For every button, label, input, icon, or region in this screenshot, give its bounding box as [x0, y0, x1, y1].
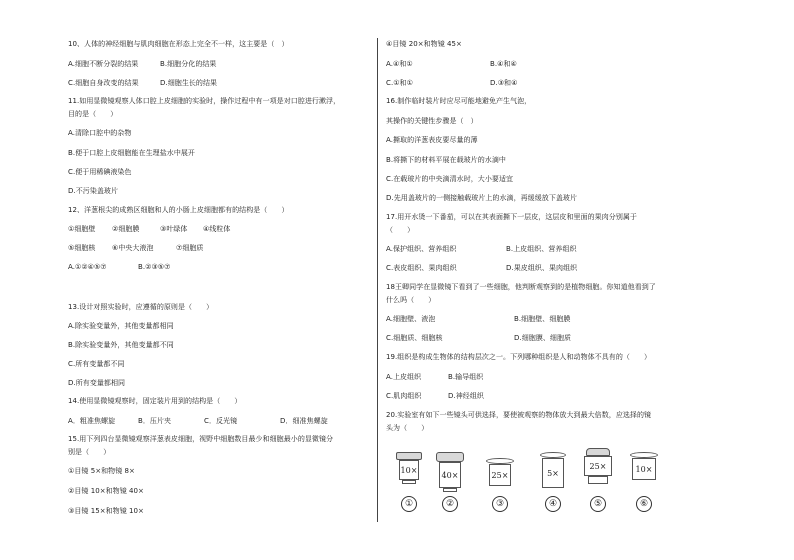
q12-choice-3: ③叶绿体: [160, 225, 188, 233]
q16-stem-line1: 16.制作临时装片时应尽可能地避免产生气泡，: [386, 97, 532, 105]
q15-option-a: A.④和①: [386, 60, 413, 68]
q11-stem-line1: 11.如用显微镜观察人体口腔上皮细胞的实验时，操作过程中有一项是对口腔进行漱浮，: [68, 97, 341, 105]
q13-option-d: D.所有变量都相同: [68, 379, 126, 387]
lens-1-cap: [396, 452, 422, 460]
q10-option-b: B.细胞分化的结果: [160, 60, 217, 68]
lens-6-number: ⑥: [636, 496, 652, 512]
q12-choice-1: ①细胞壁: [68, 225, 96, 233]
q19-option-b: B.输导组织: [448, 373, 484, 381]
column-divider: [377, 38, 378, 522]
q20-stem-line1: 20.实验室有如下一些镜头可供选择，要使被观察的物体放大到最大倍数，应选择的镜: [386, 411, 652, 419]
q10-option-a: A.细胞不断分裂的结果: [68, 60, 139, 68]
q16-option-b: B.将撕下的材料平展在载玻片的水滴中: [386, 156, 506, 164]
q17-stem-line1: 17.用开水烫一下番茄，可以在其表面撕下一层皮，这层皮和里面的果肉分别属于: [386, 213, 637, 221]
q18-option-d: D.细胞膜、细胞质: [514, 334, 572, 342]
q17-option-b: B.上皮组织、营养组织: [506, 245, 577, 253]
q14-option-d: D．细准焦螺旋: [280, 417, 328, 425]
lens-4: [540, 452, 566, 512]
q14-option-b: B．压片夹: [138, 417, 172, 425]
q12-choice-2: ②细胞膜: [112, 225, 140, 233]
q15-option-d: D.③和④: [490, 79, 518, 87]
lens-5-cap: [586, 448, 610, 456]
q10-stem: 10、人体的神经细胞与肌肉细胞在形态上完全不一样，这主要是（ ）: [68, 40, 289, 48]
q12-option-b: B.②③⑤⑦: [138, 263, 171, 271]
q17-stem-line2: （ ）: [386, 226, 415, 234]
q12-choice-4: ④线粒体: [203, 225, 231, 233]
q15-choice-1: ①目镜 5×和物镜 8×: [68, 467, 135, 475]
lens-1-label: 10×: [399, 460, 419, 480]
q11-stem-line2: 目的是（ ）: [68, 110, 118, 118]
q12-choice-5: ⑤细胞核: [68, 244, 96, 252]
lens-4-number: ④: [545, 496, 561, 512]
q10-option-c: C.细胞自身改变的结果: [68, 79, 139, 87]
q18-option-a: A.细胞壁、液泡: [386, 315, 436, 323]
lens-2-label: 40×: [439, 462, 461, 488]
q14-stem: 14.使用显微镜观察时，固定装片用到的结构是（ ）: [68, 397, 242, 405]
lens-2-cap: [436, 452, 464, 462]
q16-option-c: C.在载玻片的中央滴清水时，大小要适宜: [386, 175, 514, 183]
q15-stem-line2: 别是（ ）: [68, 448, 111, 456]
q20-stem-line2: 头为（ ）: [386, 424, 429, 432]
lens-1-number: ①: [401, 496, 417, 512]
q15-stem-line1: 15.用下列四台显微镜观察洋葱表皮细胞，视野中细胞数目最少和细胞最小的显微镜分: [68, 435, 334, 443]
q15-option-c: C.①和①: [386, 79, 413, 87]
lens-5-number: ⑤: [590, 496, 606, 512]
q12-choice-7: ⑦细胞质: [176, 244, 204, 252]
q16-option-a: A.撕取的洋葱表皮要尽量的薄: [386, 136, 478, 144]
q18-stem-line2: 什么吗（ ）: [386, 296, 436, 304]
q14-option-a: A．粗准焦螺旋: [68, 417, 116, 425]
q13-option-a: A.除实验变量外，其他变量都相同: [68, 322, 174, 330]
q18-stem-line1: 18王卿同学在显微镜下看到了一些细胞，他判断观察到的是植物细胞。你知道他看到了: [386, 283, 656, 291]
q19-stem: 19.组织是构成生物体的结构层次之一。下列哪种组织是人和动物体不具有的（ ）: [386, 353, 652, 361]
lens-5-label: 25×: [584, 456, 612, 476]
lens-2: [436, 452, 464, 512]
q17-option-c: C.表皮组织、果肉组织: [386, 264, 457, 272]
q18-option-c: C.细胞质、细胞核: [386, 334, 443, 342]
lens-1-rim: [402, 480, 416, 484]
lens-3-number: ③: [492, 496, 508, 512]
q13-stem: 13.设计对照实验时，应遵循的原则是（ ）: [68, 303, 214, 311]
q13-option-b: B.除实验变量外，其他变量都不同: [68, 341, 174, 349]
q15-choice-4: ④目镜 20×和物镜 45×: [386, 40, 462, 48]
q17-option-a: A.保护组织、营养组织: [386, 245, 457, 253]
q16-option-d: D.先用盖玻片的一侧接触载玻片上的水滴，再缓缓放下盖玻片: [386, 194, 578, 202]
q11-option-c: C.便于用稀碘液染色: [68, 168, 132, 176]
q10-option-d: D.细胞生长的结果: [160, 79, 218, 87]
q11-option-a: A.清除口腔中的杂物: [68, 129, 132, 137]
lens-2-rim: [443, 488, 457, 492]
q18-option-b: B.细胞壁、细胞膜: [514, 315, 571, 323]
q15-option-b: B.④和④: [490, 60, 517, 68]
lens-6: [630, 452, 658, 512]
lens-5: [584, 448, 612, 512]
q11-option-d: D.不污染盖玻片: [68, 187, 119, 195]
q19-option-c: C.肌肉组织: [386, 392, 422, 400]
q13-option-c: C.所有变量都不同: [68, 360, 125, 368]
q14-option-c: C．反光镜: [204, 417, 238, 425]
q15-choice-2: ②目镜 10×和物镜 40×: [68, 487, 144, 495]
q19-option-d: D.神经组织: [448, 392, 484, 400]
q15-choice-3: ③目镜 15×和物镜 10×: [68, 507, 144, 515]
lens-6-label: 10×: [632, 458, 656, 480]
q17-option-d: D.果皮组织、果肉组织: [506, 264, 578, 272]
lens-2-number: ②: [442, 496, 458, 512]
q12-option-a: A.①②④⑤⑦: [68, 263, 107, 271]
q11-option-b: B.便于口腔上皮细胞能在生理盐水中展开: [68, 149, 195, 157]
q12-stem: 12、洋葱根尖的成熟区细胞和人的小肠上皮细胞都有的结构是（ ）: [68, 206, 289, 214]
q12-choice-6: ⑥中央大液泡: [112, 244, 154, 252]
lens-1: [396, 452, 422, 512]
lens-3: [486, 456, 514, 512]
q19-option-a: A.上皮组织: [386, 373, 422, 381]
lens-4-label: 5×: [542, 458, 564, 488]
lens-5-rim: [588, 476, 608, 484]
q16-stem-line2: 其操作的关键性步骤是（ ）: [386, 117, 478, 125]
lens-3-label: 25×: [489, 464, 511, 486]
